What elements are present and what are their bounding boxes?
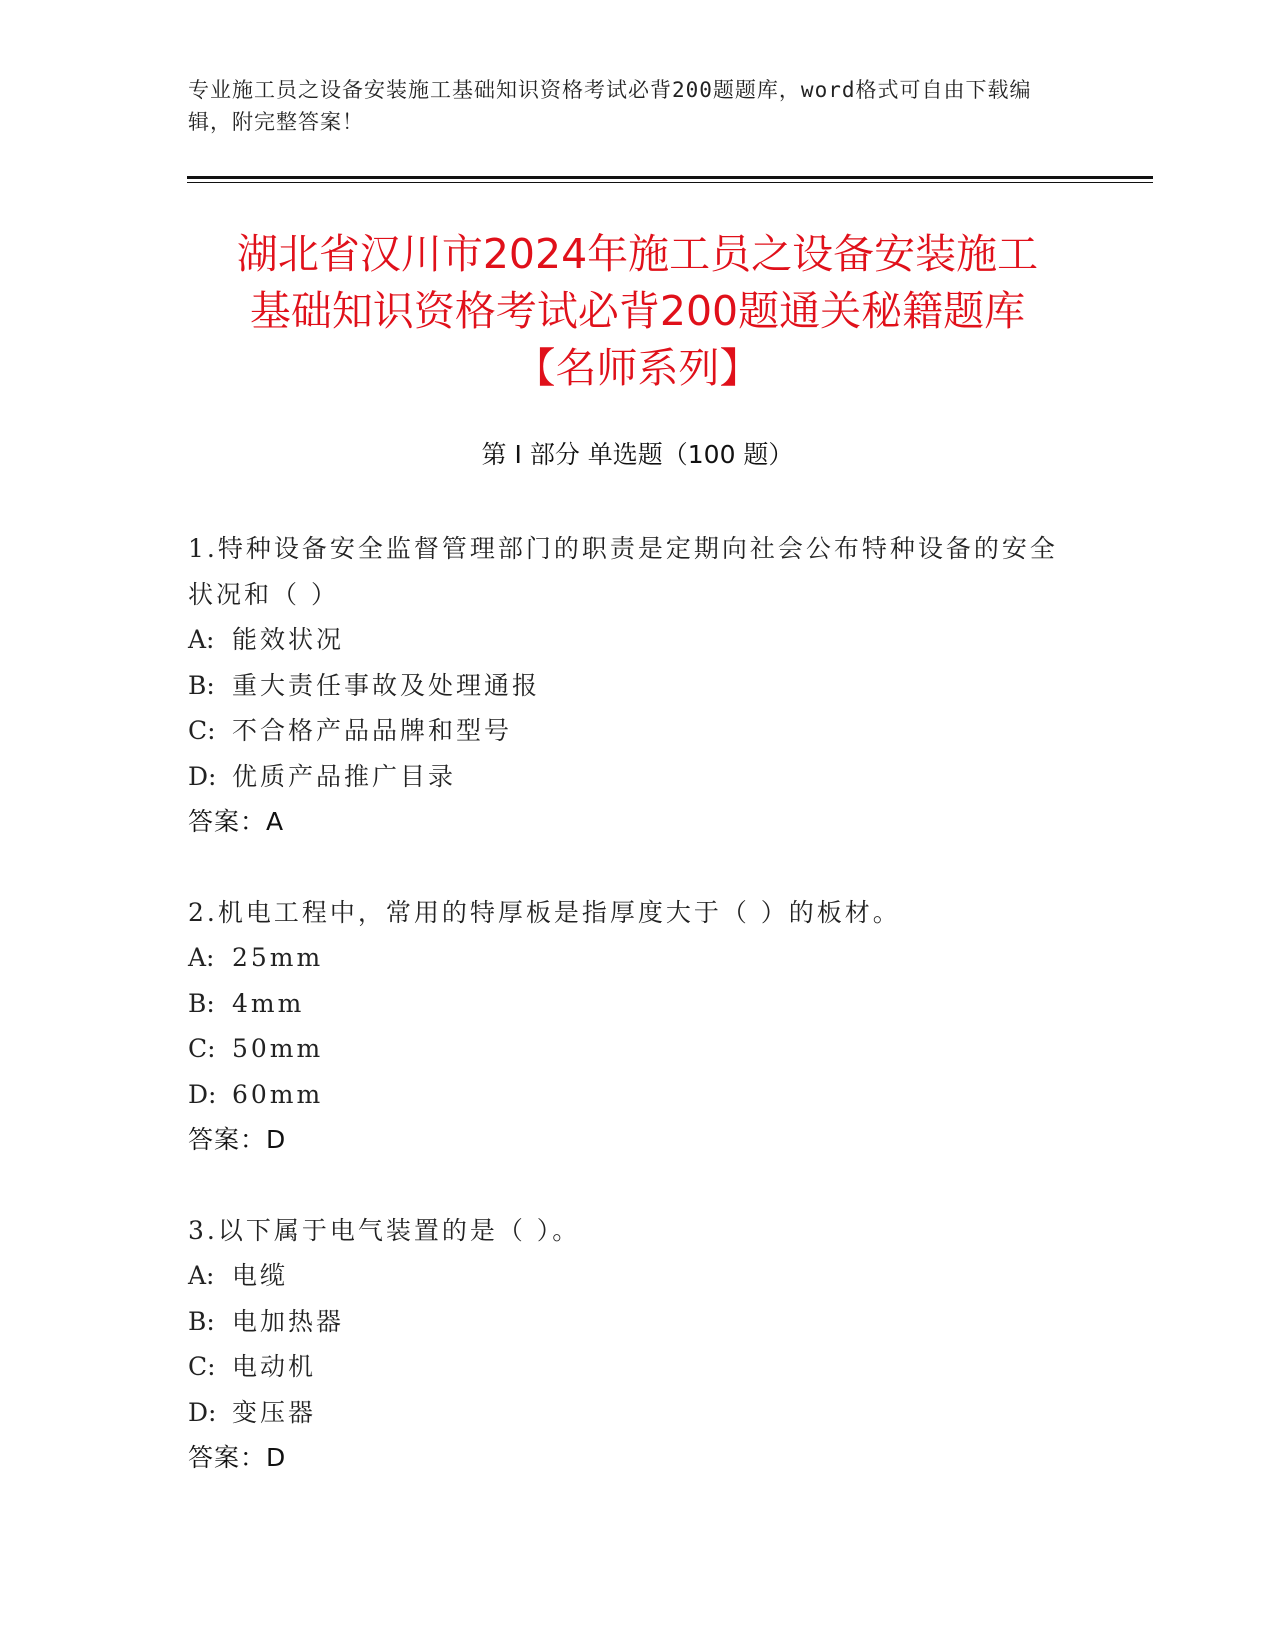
option-letter: D: (188, 761, 217, 791)
question-1 (188, 526, 1068, 845)
option-letter: C: (188, 1034, 216, 1063)
option-text: 电动机 (232, 1352, 317, 1381)
option-letter: A: (188, 625, 215, 654)
question-3 (188, 1208, 1068, 1481)
option-letter: C: (188, 716, 216, 745)
option-b (188, 981, 1068, 1027)
option-a (188, 617, 1068, 663)
answer: 答案：A (188, 807, 285, 836)
option-text: 50mm (232, 1034, 324, 1063)
option-letter: A: (188, 943, 215, 972)
answer: 答案：D (188, 1125, 287, 1154)
option-letter: D: (188, 1397, 217, 1427)
option-text: 4mm (232, 988, 305, 1018)
question-2 (188, 890, 1068, 1163)
answer: 答案：D (188, 1443, 287, 1472)
option-d (188, 754, 1068, 800)
option-letter: B: (188, 988, 215, 1018)
header-divider-thin (187, 182, 1153, 183)
section-heading: 第 I 部分 单选题（100 题） (481, 440, 794, 469)
option-letter: B: (188, 670, 215, 700)
option-a (188, 935, 1068, 981)
option-b (188, 1299, 1068, 1345)
option-c (188, 1026, 1068, 1072)
option-text: 不合格产品品牌和型号 (232, 716, 513, 745)
question-text: 3.以下属于电气装置的是（ ）。 (188, 1215, 581, 1245)
option-text: 电缆 (232, 1261, 289, 1290)
header-divider-thick (187, 176, 1153, 179)
option-text: 重大责任事故及处理通报 (232, 670, 541, 700)
option-d (188, 1390, 1068, 1436)
header-note: 专业施工员之设备安装施工基础知识资格考试必背200题题库，word格式可自由下载编辑，附完整答案！ (188, 78, 1032, 134)
option-text: 优质产品推广目录 (232, 761, 457, 791)
title-line-2: 基础知识资格考试必背200题通关秘籍题库 (249, 287, 1026, 335)
option-text: 电加热器 (232, 1306, 345, 1336)
title-line-1: 湖北省汉川市2024年施工员之设备安装施工 (236, 230, 1039, 278)
option-text: 25mm (232, 943, 324, 972)
option-text: 变压器 (232, 1397, 317, 1427)
option-letter: B: (188, 1306, 215, 1336)
question-list (188, 526, 1068, 1526)
option-c (188, 1344, 1068, 1390)
option-text: 60mm (232, 1079, 324, 1109)
option-d (188, 1072, 1068, 1118)
question-text: 2.机电工程中，常用的特厚板是指厚度大于（ ）的板材。 (188, 897, 901, 927)
option-c (188, 708, 1068, 754)
document-title (150, 226, 1125, 397)
question-text: 1.特种设备安全监督管理部门的职责是定期向社会公布特种设备的安全状况和（ ） (188, 534, 1058, 609)
option-letter: A: (188, 1261, 215, 1290)
option-text: 能效状况 (232, 625, 345, 654)
option-a (188, 1253, 1068, 1299)
option-letter: D: (188, 1079, 217, 1109)
option-b (188, 663, 1068, 709)
title-line-3: 【名师系列】 (514, 344, 761, 392)
option-letter: C: (188, 1352, 216, 1381)
